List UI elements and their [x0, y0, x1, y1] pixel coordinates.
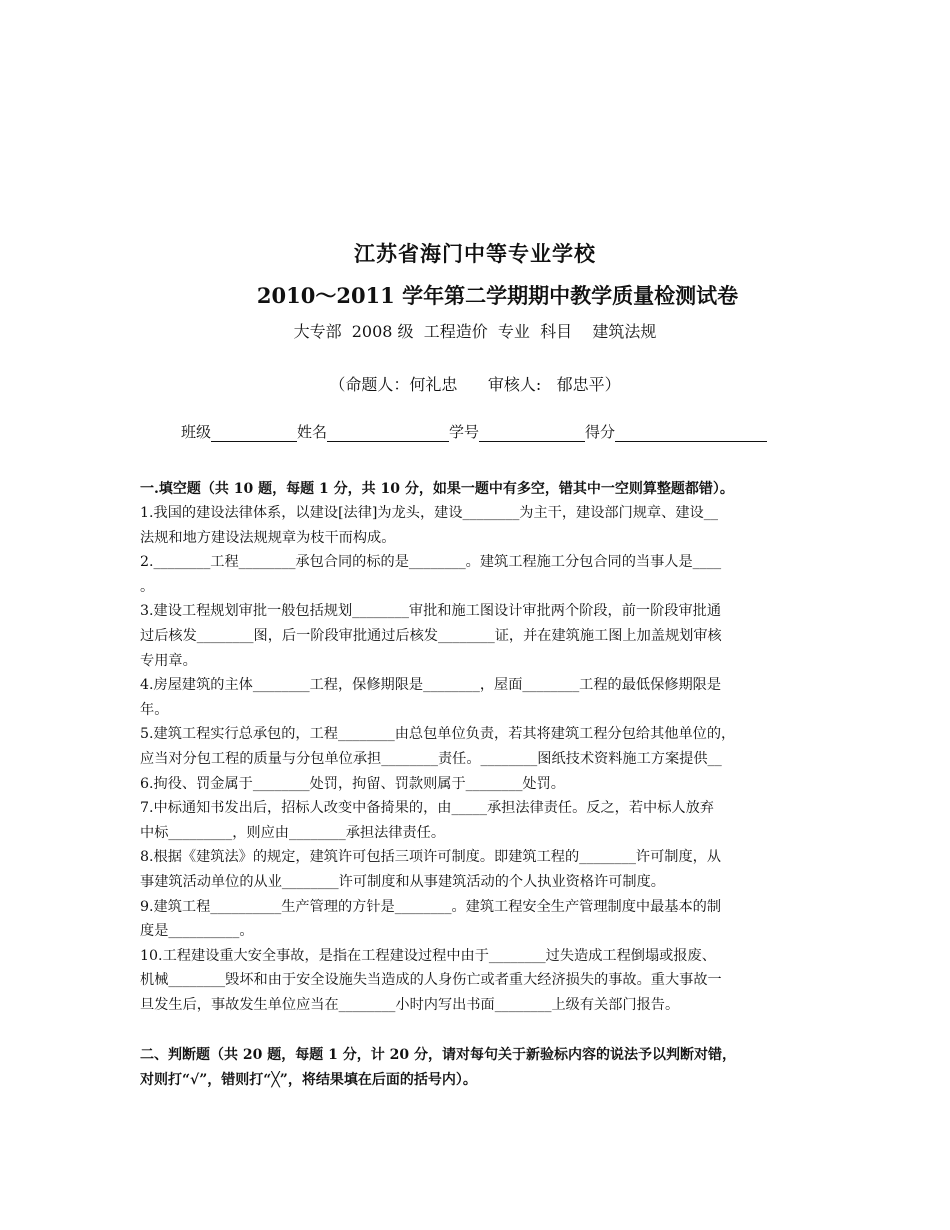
question-line: 应当对分包工程的质量与分包单位承担________责任。________图纸技术资料施工方案提供__: [140, 750, 722, 767]
score-field[interactable]: [615, 425, 767, 442]
question-line: 5.建筑工程实行总承包的，工程________由总包单位负责，若其将建筑工程分包给其他单位的，: [140, 726, 736, 743]
question-line: 8.根据《建筑法》的规定，建筑许可包括三项许可制度。即建筑工程的________许可制度，从: [140, 849, 722, 866]
question-line: 7.中标通知书发出后，招标人改变中备掎果的，由_____承担法律责任。反之，若中标人放弃: [140, 800, 714, 817]
authors-line: （命题人：何礼忠 审核人: 郁忠平）: [329, 375, 621, 394]
question-line: 9.建筑工程__________生产管理的方针是________。建筑工程安全生产管理制度中最基本的制: [140, 898, 722, 915]
question-line: 2.________工程________承包合同的标的是________。建筑工程施工分包合同的当事人是____: [140, 554, 722, 571]
question-line: 年。: [140, 701, 169, 718]
question-line: 过后核发________图，后一阶段审批通过后核发________证，并在建筑施工图上加盖规划审核: [140, 627, 722, 644]
student-id-field[interactable]: [479, 425, 585, 442]
question-line: 旦发生后，事故发生单位应当在________小时内写出书面________上级有关部门报告。: [140, 996, 680, 1013]
class-label: 班级: [181, 423, 212, 441]
question-line: 6.拘役、罚金属于________处罚，拘留、罚款则属于________处罚。: [140, 775, 565, 792]
question-line: 机械________毁坏和由于安全设施失当造成的人身伤亡或者重大经济损失的事故。重大事故一: [140, 972, 722, 989]
question-line: 事建筑活动单位的从业________许可制度和从事建筑活动的个人执业资格许可制度。: [140, 873, 665, 890]
section1-body: [140, 501, 820, 1017]
question-line: 4.房屋建筑的主体________工程，保修期限是________，屋面________工程的最低保修期限是: [140, 677, 722, 694]
question-line: 法规和地方建设法规规章为枝干而构成。: [140, 529, 396, 546]
section1-heading: 一.填空题（共 10 题，每题 1 分，共 10 分，如果一题中有多空，错其中一空则算整题都错）。: [140, 481, 734, 497]
exam-title: 2010～2011 学年第二学期期中教学质量检测试卷: [256, 283, 739, 308]
question-line: 专用章。: [140, 652, 197, 669]
question-line: 中标_________，则应由________承担法律责任。: [140, 824, 446, 841]
section2-heading-line1: 二、判断题（共 20 题，每题 1 分，计 20 分，请对每句关于新验标内容的说法予以判断对错，: [140, 1047, 736, 1063]
score-label: 得分: [585, 423, 616, 441]
class-field[interactable]: [211, 425, 297, 442]
question-line: 1.我国的建设法律体系，以建设[法律]为龙头，建设________为主干，建设部门规章、建设__: [140, 505, 718, 521]
question-line: 。: [140, 578, 155, 595]
student-id-label: 学号: [449, 423, 480, 441]
student-info-row: [181, 421, 767, 442]
question-line: 度是__________。: [140, 923, 254, 940]
school-title: 江苏省海门中等专业学校: [354, 241, 596, 266]
name-field[interactable]: [327, 425, 449, 442]
question-line: 10.工程建设重大安全事故，是指在工程建设过程中由于________过失造成工程倒塌或报废、: [140, 947, 716, 964]
course-subtitle: 大专部 2008 级 工程造价 专业 科目 建筑法规: [293, 322, 657, 341]
name-label: 姓名: [297, 423, 328, 441]
section2-heading-line2: 对则打“√”，错则打“╳”，将结果填在后面的括号内）。: [140, 1072, 477, 1088]
question-line: 3.建设工程规划审批一般包括规划________审批和施工图设计审批两个阶段，前一阶段审批通: [140, 603, 722, 620]
